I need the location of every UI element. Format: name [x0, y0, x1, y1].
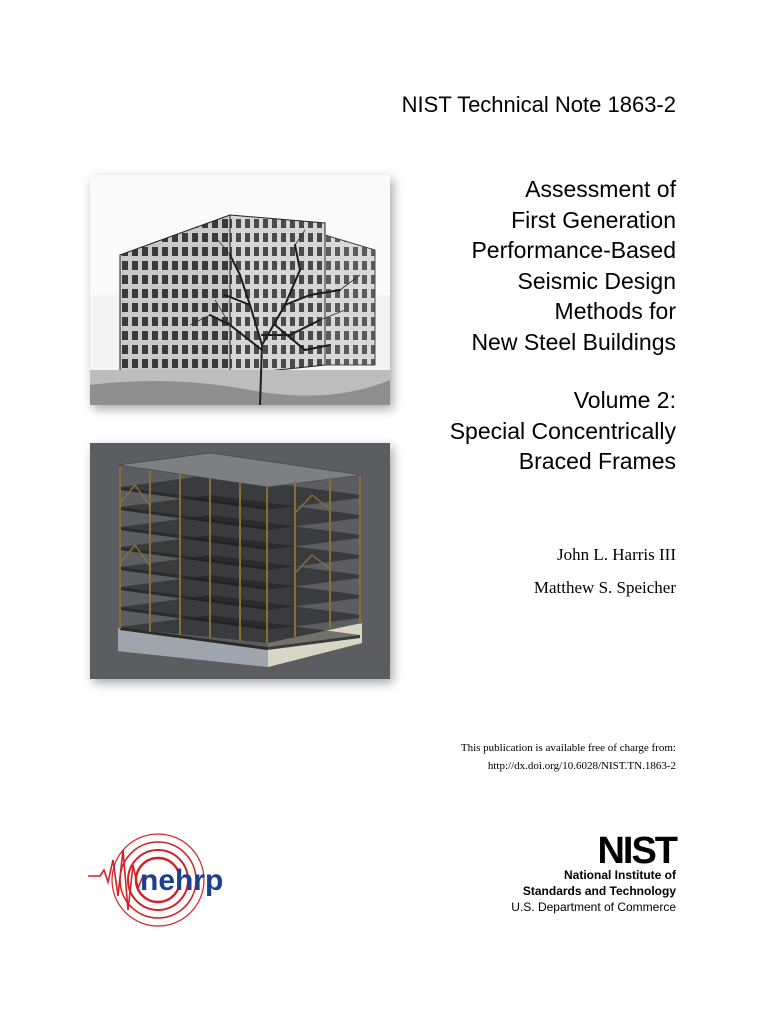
- building-photo-illustration: [90, 175, 390, 405]
- document-title: [346, 174, 676, 357]
- nist-logo: [476, 832, 676, 922]
- title-line: Seismic Design: [517, 267, 676, 294]
- steel-frame-model-illustration: [90, 443, 390, 679]
- availability-note: This publication is available free of charge from:: [460, 742, 676, 754]
- author-name: Matthew S. Speicher: [533, 578, 676, 597]
- volume-line: Special Concentrically: [449, 417, 676, 444]
- nehrp-logo: [88, 830, 258, 930]
- series-title: NIST Technical Note 1863-2: [401, 92, 676, 117]
- title-line: Assessment of: [525, 176, 676, 202]
- volume-line: Braced Frames: [518, 448, 676, 474]
- title-line: First Generation: [511, 206, 676, 233]
- nist-wordmark: NIST: [597, 830, 676, 872]
- title-line: New Steel Buildings: [471, 328, 676, 355]
- doi-link[interactable]: http://dx.doi.org/10.6028/NIST.TN.1863-2: [487, 760, 676, 772]
- nist-name-line: National Institute of: [564, 868, 676, 882]
- title-line: Methods for: [554, 298, 676, 324]
- steel-frame-model: [90, 443, 390, 679]
- volume-title: [346, 385, 676, 477]
- nist-department-line: U.S. Department of Commerce: [511, 900, 676, 914]
- nehrp-wordmark: nehrp: [140, 864, 224, 897]
- building-photo: [90, 175, 390, 405]
- nehrp-logo-graphic: [88, 830, 258, 930]
- volume-line: Volume 2:: [573, 387, 676, 413]
- author-name: John L. Harris III: [557, 545, 676, 564]
- title-line: Performance-Based: [471, 237, 676, 263]
- nist-name-line: Standards and Technology: [522, 884, 676, 898]
